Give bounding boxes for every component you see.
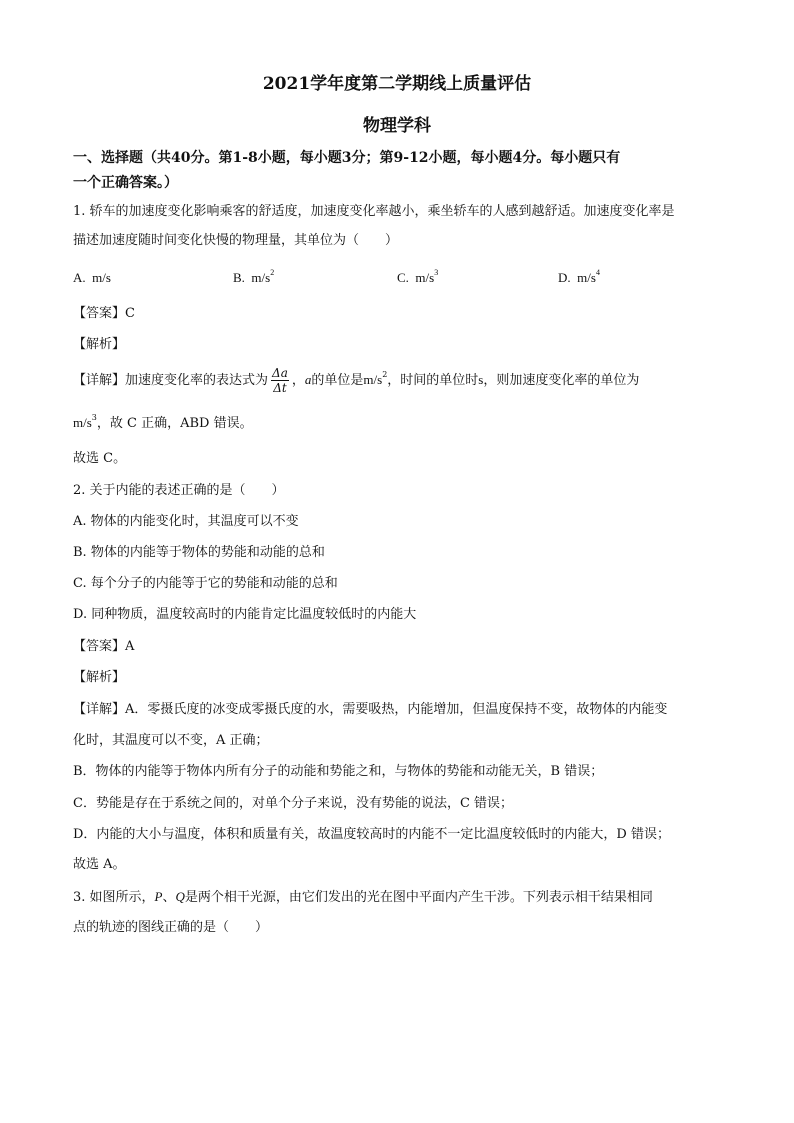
q2-detail-d: D．内能的大小与温度，体积和质量有关，故温度较高时的内能不一定比温度较低时的内能大，D 错误； bbox=[73, 827, 670, 842]
q2-option-c: C. 每个分子的内能等于它的势能和动能的总和 bbox=[73, 576, 338, 591]
q1-stem: 1. 轿车的加速度变化影响乘客的舒适度，加速度变化率越小，乘坐轿车的人感到越舒适。加速度变化率是 bbox=[73, 204, 675, 219]
q1-option-c: C. $m/s^3$ bbox=[397, 268, 439, 285]
section-heading-cont: 一个正确答案。） bbox=[73, 175, 178, 191]
q3-stem-cont: 点的轨迹的图线正确的是（ ） bbox=[73, 920, 269, 935]
q1-option-b: B. $m/s^2$ bbox=[233, 268, 275, 285]
page-title: 2021学年度第二学期线上质量评估 bbox=[262, 74, 532, 94]
q2-detail-b: B．物体的内能等于物体内所有分子的动能和势能之和，与物体的势能和动能无关，B 错误； bbox=[73, 764, 604, 779]
q2-answer: 【答案】A bbox=[73, 639, 135, 654]
q2-detail-c: C．势能是存在于系统之间的，对单个分子来说，没有势能的说法，C 错误； bbox=[73, 796, 514, 811]
q2-detail-cont: 化时，其温度可以不变，A 正确； bbox=[73, 733, 269, 748]
q1-option-a: A. m/s bbox=[73, 270, 111, 285]
q1-detail: 【详解】加速度变化率的表达式为 $\frac{\Delta a}{\Delta t}$ ，a的单位是$m/s^2$，时间的单位时s，则加速度变化率的单位为 bbox=[73, 366, 640, 395]
section-heading: 一、选择题（共40分。第1-8小题，每小题3分；第9-12小题，每小题4分。每小题只有 bbox=[73, 150, 621, 166]
subject-title: 物理学科 bbox=[363, 116, 431, 136]
q2-detail: 【详解】A．零摄氏度的冰变成零摄氏度的水，需要吸热，内能增加，但温度保持不变，故物体的内能变 bbox=[73, 702, 668, 717]
delta-fraction: $\frac{\Delta a}{\Delta t}$ bbox=[272, 366, 288, 395]
q1-answer: 【答案】C bbox=[73, 306, 135, 321]
q2-analysis-tag: 【解析】 bbox=[73, 670, 126, 685]
q1-conclusion: 故选 C。 bbox=[73, 451, 127, 466]
q2-stem: 2. 关于内能的表述正确的是（ ） bbox=[73, 483, 285, 498]
q2-option-d: D. 同种物质，温度较高时的内能肯定比温度较低时的内能大 bbox=[73, 607, 417, 622]
q3-stem: 3. 如图所示，P、Q是两个相干光源，由它们发出的光在图中平面内产生干涉。下列表示相干结果相同 bbox=[73, 889, 653, 905]
q1-option-d: D. $m/s^4$ bbox=[558, 268, 600, 285]
q2-option-a: A. 物体的内能变化时，其温度可以不变 bbox=[73, 514, 299, 529]
q1-stem-cont: 描述加速度随时间变化快慢的物理量，其单位为（ ） bbox=[73, 233, 399, 248]
q2-conclusion: 故选 A。 bbox=[73, 857, 126, 872]
q1-detail-cont: $m/s^3$，故 C 正确，ABD 错误。 bbox=[73, 413, 253, 431]
q2-option-b: B. 物体的内能等于物体的势能和动能的总和 bbox=[73, 545, 325, 560]
q1-analysis-tag: 【解析】 bbox=[73, 337, 126, 352]
